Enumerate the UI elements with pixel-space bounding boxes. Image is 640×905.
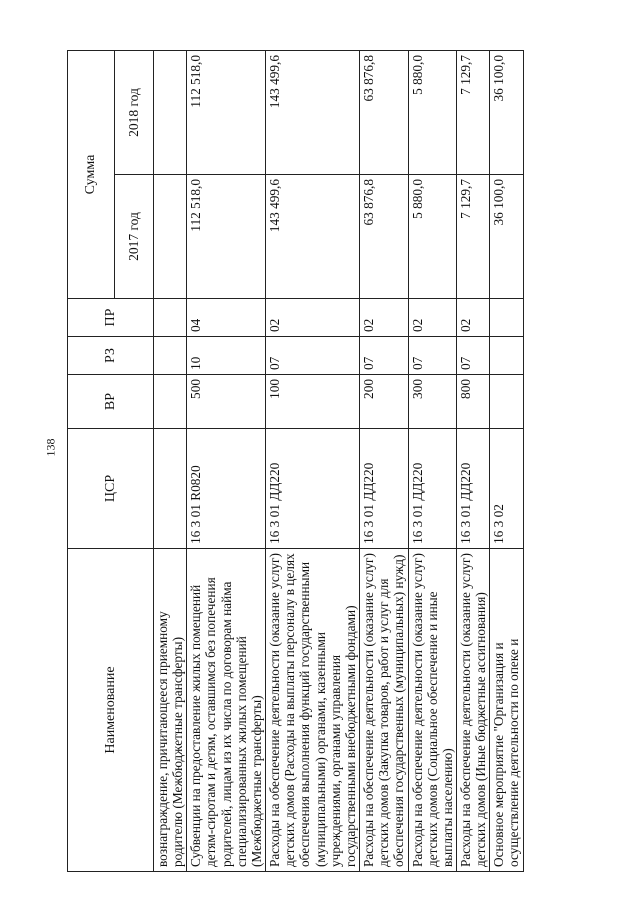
cell-y2017: 63 876,8 bbox=[360, 175, 408, 299]
cell-vr bbox=[154, 375, 187, 429]
cell-rz: 07 bbox=[456, 337, 489, 375]
cell-rz: 10 bbox=[187, 337, 266, 375]
cell-vr: 100 bbox=[266, 375, 360, 429]
table-row bbox=[360, 51, 408, 872]
cell-csr: 16 3 01 ДД220 bbox=[360, 429, 408, 549]
header-pr: ПР bbox=[68, 299, 154, 337]
header-sum: Сумма bbox=[68, 51, 115, 299]
cell-pr bbox=[490, 299, 523, 337]
table-row bbox=[154, 51, 187, 872]
cell-y2017: 5 880,0 bbox=[408, 175, 456, 299]
header-2017: 2017 год bbox=[115, 175, 154, 299]
cell-pr: 02 bbox=[408, 299, 456, 337]
table-row bbox=[408, 51, 456, 872]
cell-name: Расходы на обеспечение деятельности (оказание услуг) детских домов (Расходы на выплаты персоналу в целях обеспечения выполнения функций государственными (муниципальными) органами, казенными учреждениями, органами управления государственными внебюджетными фондами) bbox=[266, 549, 360, 872]
cell-name: Расходы на обеспечение деятельности (оказание услуг) детских домов (Иные бюджетные ассигнования) bbox=[456, 549, 489, 872]
cell-csr: 16 3 01 ДД220 bbox=[456, 429, 489, 549]
cell-csr: 16 3 01 ДД220 bbox=[408, 429, 456, 549]
budget-table bbox=[67, 50, 524, 872]
cell-y2018: 112 518,0 bbox=[187, 51, 266, 175]
cell-y2017 bbox=[154, 175, 187, 299]
cell-name: Субвенции на предоставление жилых помещений детям-сиротам и детям, оставшимся без попечения родителей, лицам из их числа по договорам найма специализированных жилых помещений (Межбюджетные трансферты) bbox=[187, 549, 266, 872]
cell-y2017: 143 499,6 bbox=[266, 175, 360, 299]
cell-y2017: 112 518,0 bbox=[187, 175, 266, 299]
cell-y2018: 5 880,0 bbox=[408, 51, 456, 175]
cell-name: Расходы на обеспечение деятельности (оказание услуг) детских домов (Социальное обеспечение и иные выплаты населению) bbox=[408, 549, 456, 872]
cell-csr: 16 3 01 ДД220 bbox=[266, 429, 360, 549]
table-row bbox=[187, 51, 266, 872]
cell-y2017: 7 129,7 bbox=[456, 175, 489, 299]
cell-pr: 02 bbox=[360, 299, 408, 337]
cell-name: Основное мероприятие "Организация и осуществление деятельности по опеке и bbox=[490, 549, 523, 872]
cell-y2018: 143 499,6 bbox=[266, 51, 360, 175]
header-csr: ЦСР bbox=[68, 429, 154, 549]
cell-rz: 07 bbox=[266, 337, 360, 375]
cell-vr bbox=[490, 375, 523, 429]
cell-y2018: 63 876,8 bbox=[360, 51, 408, 175]
cell-name: Расходы на обеспечение деятельности (оказание услуг) детских домов (Закупка товаров, работ и услуг для обеспечения государственных (муниципальных) нужд) bbox=[360, 549, 408, 872]
cell-pr bbox=[154, 299, 187, 337]
cell-vr: 200 bbox=[360, 375, 408, 429]
cell-csr: 16 3 02 bbox=[490, 429, 523, 549]
cell-csr: 16 3 01 R0820 bbox=[187, 429, 266, 549]
cell-pr: 04 bbox=[187, 299, 266, 337]
cell-vr: 800 bbox=[456, 375, 489, 429]
header-rz: РЗ bbox=[68, 337, 154, 375]
cell-name: вознаграждение, причитающееся приемному родителю (Межбюджетные трансферты) bbox=[154, 549, 187, 872]
header-row bbox=[68, 51, 115, 872]
cell-vr: 300 bbox=[408, 375, 456, 429]
cell-rz bbox=[154, 337, 187, 375]
cell-rz: 07 bbox=[360, 337, 408, 375]
cell-pr: 02 bbox=[266, 299, 360, 337]
cell-y2018: 7 129,7 bbox=[456, 51, 489, 175]
cell-pr: 02 bbox=[456, 299, 489, 337]
cell-rz: 07 bbox=[408, 337, 456, 375]
page-number: 138 bbox=[43, 438, 58, 457]
cell-y2018: 36 100,0 bbox=[490, 51, 523, 175]
table-row bbox=[266, 51, 360, 872]
header-vr: ВР bbox=[68, 375, 154, 429]
cell-vr: 500 bbox=[187, 375, 266, 429]
header-2018: 2018 год bbox=[115, 51, 154, 175]
table-row bbox=[456, 51, 489, 872]
header-name: Наименование bbox=[68, 549, 154, 872]
cell-rz bbox=[490, 337, 523, 375]
cell-csr bbox=[154, 429, 187, 549]
cell-y2018 bbox=[154, 51, 187, 175]
cell-y2017: 36 100,0 bbox=[490, 175, 523, 299]
table-row bbox=[490, 51, 523, 872]
